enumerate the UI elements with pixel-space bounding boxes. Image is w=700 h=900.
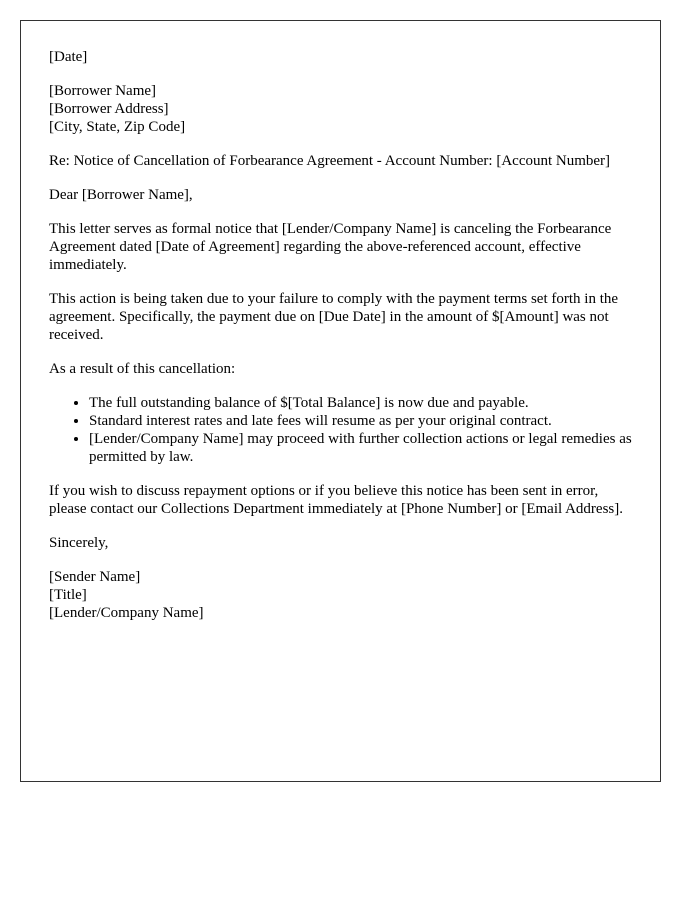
- body-paragraph: This letter serves as formal notice that [Lender/Company Name] is canceling the Forbearance Agreement dated [Date of Agreement] regarding the above-referenced account, effective immediately.: [49, 221, 612, 273]
- closing-paragraph: If you wish to discuss repayment options or if you believe this notice has been sent in error, please contact our Collections Department immediately at [Phone Number] or [Email Address].: [49, 483, 623, 517]
- sender-title: [Title]: [49, 587, 87, 603]
- closing: Sincerely,: [49, 535, 109, 551]
- recipient-address: [Borrower Address]: [49, 101, 169, 117]
- signature-block: [49, 568, 632, 622]
- recipient-name: [Borrower Name]: [49, 83, 157, 99]
- date: [Date]: [49, 49, 88, 65]
- list-item: • Standard interest rates and late fees will resume as per your original contract.: [89, 412, 632, 430]
- list-item: • The full outstanding balance of $[Total Balance] is now due and payable.: [89, 394, 632, 412]
- subject-line: Re: Notice of Cancellation of Forbearance Agreement - Account Number: [Account Number]: [49, 153, 611, 169]
- body-paragraph: As a result of this cancellation:: [49, 361, 236, 377]
- sender-name: [Sender Name]: [49, 569, 141, 585]
- consequences-list: [49, 394, 632, 466]
- body-paragraph: This action is being taken due to your failure to comply with the payment terms set forth in the agreement. Specifically, the payment due on [Due Date] in the amount of $[Amount] was not received.: [49, 291, 619, 343]
- list-item: • [Lender/Company Name] may proceed with further collection actions or legal remedies as permitted by law.: [89, 430, 632, 466]
- letter: [20, 20, 661, 782]
- sender-company: [Lender/Company Name]: [49, 605, 204, 621]
- recipient-city-state-zip: [City, State, Zip Code]: [49, 119, 186, 135]
- salutation: Dear [Borrower Name],: [49, 187, 193, 203]
- recipient-block: [49, 82, 632, 136]
